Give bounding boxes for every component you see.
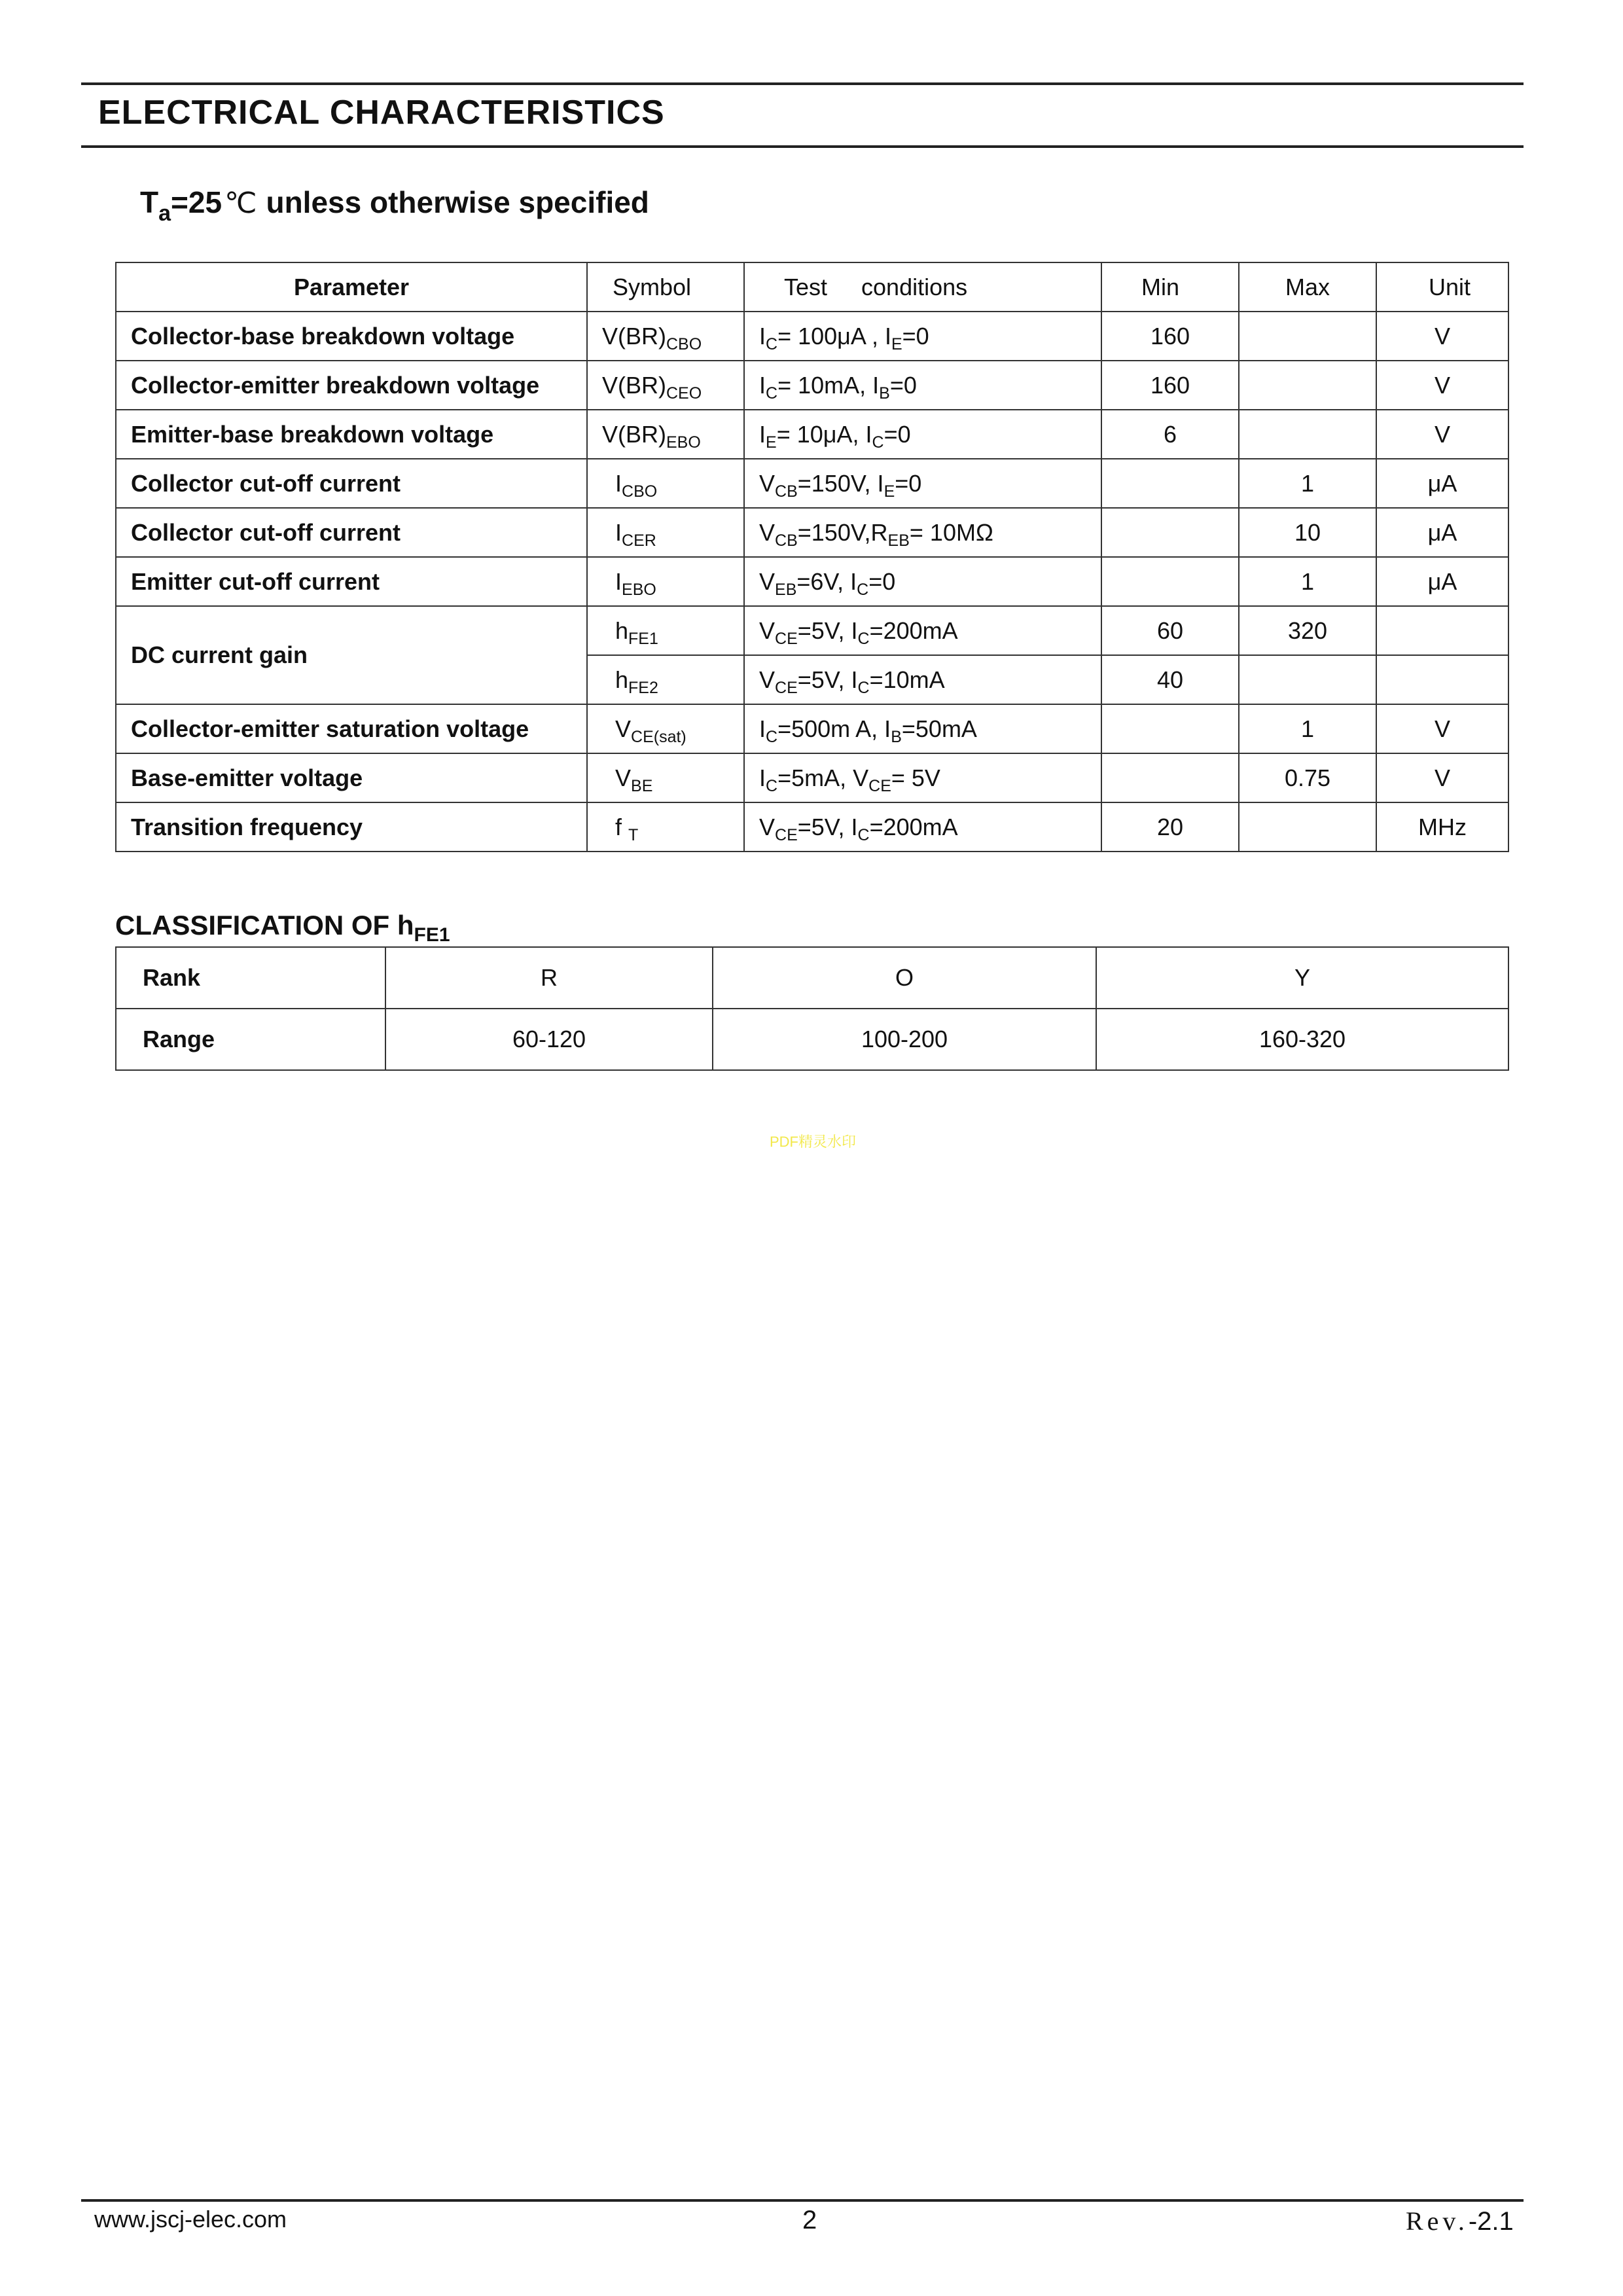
- condition-cell: $I_C=500m$ A, $I_B=50mA$: [744, 704, 1101, 753]
- table-row: [116, 557, 1508, 606]
- symbol-cell: $I_{EBO}$: [587, 557, 744, 606]
- symbol-cell: $V_{CE(sat)}$: [587, 704, 744, 753]
- condition-cell: $V_{CB}=150V$, $I_E=0$: [744, 459, 1101, 508]
- header-parameter: Parameter: [116, 262, 587, 312]
- min-cell: 40: [1101, 655, 1239, 704]
- revision: [1406, 2206, 1514, 2236]
- range-cell: 160-320: [1096, 1009, 1508, 1070]
- parameter-cell: Collector cut-off current: [116, 459, 587, 508]
- range-row: [116, 1009, 1508, 1070]
- revision-value: -2.1: [1468, 2207, 1514, 2236]
- max-cell: 1: [1239, 704, 1376, 753]
- classification-title: CLASSIFICATION OF $h_{FE1}$: [115, 910, 450, 946]
- electrical-characteristics-table: [115, 262, 1509, 852]
- watermark: PDF精灵水印: [770, 1134, 857, 1150]
- symbol-cell: $I_{CER}$: [587, 508, 744, 557]
- parameter-cell: Transition frequency: [116, 802, 587, 852]
- min-cell: [1101, 753, 1239, 802]
- parameter-cell: Emitter cut-off current: [116, 557, 587, 606]
- min-cell: 6: [1101, 410, 1239, 459]
- unit-cell: μA: [1376, 557, 1508, 606]
- max-cell: 320: [1239, 606, 1376, 655]
- condition-cell: $I_C= 100\mu A$ , $I_E=0$: [744, 312, 1101, 361]
- parameter-cell: Base-emitter voltage: [116, 753, 587, 802]
- condition-cell: $V_{CB}=150V,R_{EB}= 10M\Omega$: [744, 508, 1101, 557]
- parameter-cell: Collector-emitter saturation voltage: [116, 704, 587, 753]
- max-cell: [1239, 361, 1376, 410]
- unit-cell: μA: [1376, 508, 1508, 557]
- min-cell: 20: [1101, 802, 1239, 852]
- condition-symbol-sub: a: [158, 201, 171, 226]
- rank-row: [116, 947, 1508, 1009]
- max-cell: [1239, 312, 1376, 361]
- range-cell: 100-200: [713, 1009, 1096, 1070]
- max-cell: 1: [1239, 459, 1376, 508]
- range-cell: 60-120: [385, 1009, 713, 1070]
- max-cell: [1239, 655, 1376, 704]
- header-unit: Unit: [1376, 262, 1508, 312]
- condition-cell: $V_{CE}=5V$, $I_C=10mA$: [744, 655, 1101, 704]
- condition-cell: $V_{CE}=5V$, $I_C=200mA$: [744, 802, 1101, 852]
- parameter-cell: Emitter-base breakdown voltage: [116, 410, 587, 459]
- symbol-cell: $V(BR)_{EBO}$: [587, 410, 744, 459]
- condition-unit: ℃: [224, 187, 257, 220]
- min-cell: [1101, 704, 1239, 753]
- unit-cell: MHz: [1376, 802, 1508, 852]
- condition-cell: $I_C= 10mA$, $I_B=0$: [744, 361, 1101, 410]
- top-rule: [81, 82, 1524, 85]
- symbol-cell: $I_{CBO}$: [587, 459, 744, 508]
- test-condition: [140, 185, 649, 226]
- table-row: [116, 606, 1508, 655]
- condition-cell: $V_{EB}=6V$, $I_C=0$: [744, 557, 1101, 606]
- min-cell: [1101, 557, 1239, 606]
- parameter-cell: Collector-base breakdown voltage: [116, 312, 587, 361]
- revision-label: Rev.: [1406, 2206, 1469, 2236]
- footer-rule: [81, 2199, 1524, 2202]
- min-cell: 160: [1101, 361, 1239, 410]
- min-cell: [1101, 459, 1239, 508]
- header-test-conditions: [744, 262, 1101, 312]
- rank-label: Rank: [116, 947, 385, 1009]
- min-cell: 60: [1101, 606, 1239, 655]
- header-min: Min: [1101, 262, 1239, 312]
- rank-cell: Y: [1096, 947, 1508, 1009]
- parameter-cell: Collector cut-off current: [116, 508, 587, 557]
- rank-cell: R: [385, 947, 713, 1009]
- unit-cell: [1376, 655, 1508, 704]
- unit-cell: V: [1376, 704, 1508, 753]
- unit-cell: [1376, 606, 1508, 655]
- footer-url: www.jscj-elec.com: [94, 2206, 287, 2233]
- symbol-cell: $h_{FE2}$: [587, 655, 744, 704]
- table-row: [116, 802, 1508, 852]
- table-row: [116, 704, 1508, 753]
- table-row: [116, 508, 1508, 557]
- max-cell: 1: [1239, 557, 1376, 606]
- table-row: [116, 459, 1508, 508]
- symbol-cell: $V_{BE}$: [587, 753, 744, 802]
- unit-cell: μA: [1376, 459, 1508, 508]
- condition-symbol: T: [140, 185, 159, 219]
- symbol-cell: $h_{FE1}$: [587, 606, 744, 655]
- classification-table: [115, 946, 1509, 1071]
- min-cell: 160: [1101, 312, 1239, 361]
- condition-cell: $I_E= 10\mu A$, $I_C=0$: [744, 410, 1101, 459]
- table-header-row: [116, 262, 1508, 312]
- symbol-cell: $V(BR)_{CBO}$: [587, 312, 744, 361]
- header-symbol: Symbol: [587, 262, 744, 312]
- header-test: Test: [784, 273, 828, 300]
- unit-cell: V: [1376, 312, 1508, 361]
- condition-cell: $V_{CE}=5V$, $I_C=200mA$: [744, 606, 1101, 655]
- unit-cell: V: [1376, 361, 1508, 410]
- page-title: ELECTRICAL CHARACTERISTICS: [98, 94, 665, 132]
- condition-cell: $I_C=5mA$, $V_{CE}= 5V$: [744, 753, 1101, 802]
- table-row: [116, 312, 1508, 361]
- symbol-cell: $V(BR)_{CEO}$: [587, 361, 744, 410]
- table-row: [116, 361, 1508, 410]
- header-max: Max: [1239, 262, 1376, 312]
- parameter-cell: DC current gain: [116, 606, 587, 704]
- table-row: [116, 410, 1508, 459]
- max-cell: 0.75: [1239, 753, 1376, 802]
- min-cell: [1101, 508, 1239, 557]
- page-number: 2: [802, 2206, 817, 2234]
- condition-value: =25: [171, 185, 223, 219]
- table-row: [116, 753, 1508, 802]
- condition-text: unless otherwise specified: [266, 185, 649, 219]
- max-cell: [1239, 802, 1376, 852]
- unit-cell: V: [1376, 753, 1508, 802]
- range-label: Range: [116, 1009, 385, 1070]
- header-conditions: conditions: [861, 273, 968, 300]
- max-cell: [1239, 410, 1376, 459]
- symbol-cell: f $_T$: [587, 802, 744, 852]
- unit-cell: V: [1376, 410, 1508, 459]
- parameter-cell: Collector-emitter breakdown voltage: [116, 361, 587, 410]
- title-underline: [81, 145, 1524, 148]
- rank-cell: O: [713, 947, 1096, 1009]
- max-cell: 10: [1239, 508, 1376, 557]
